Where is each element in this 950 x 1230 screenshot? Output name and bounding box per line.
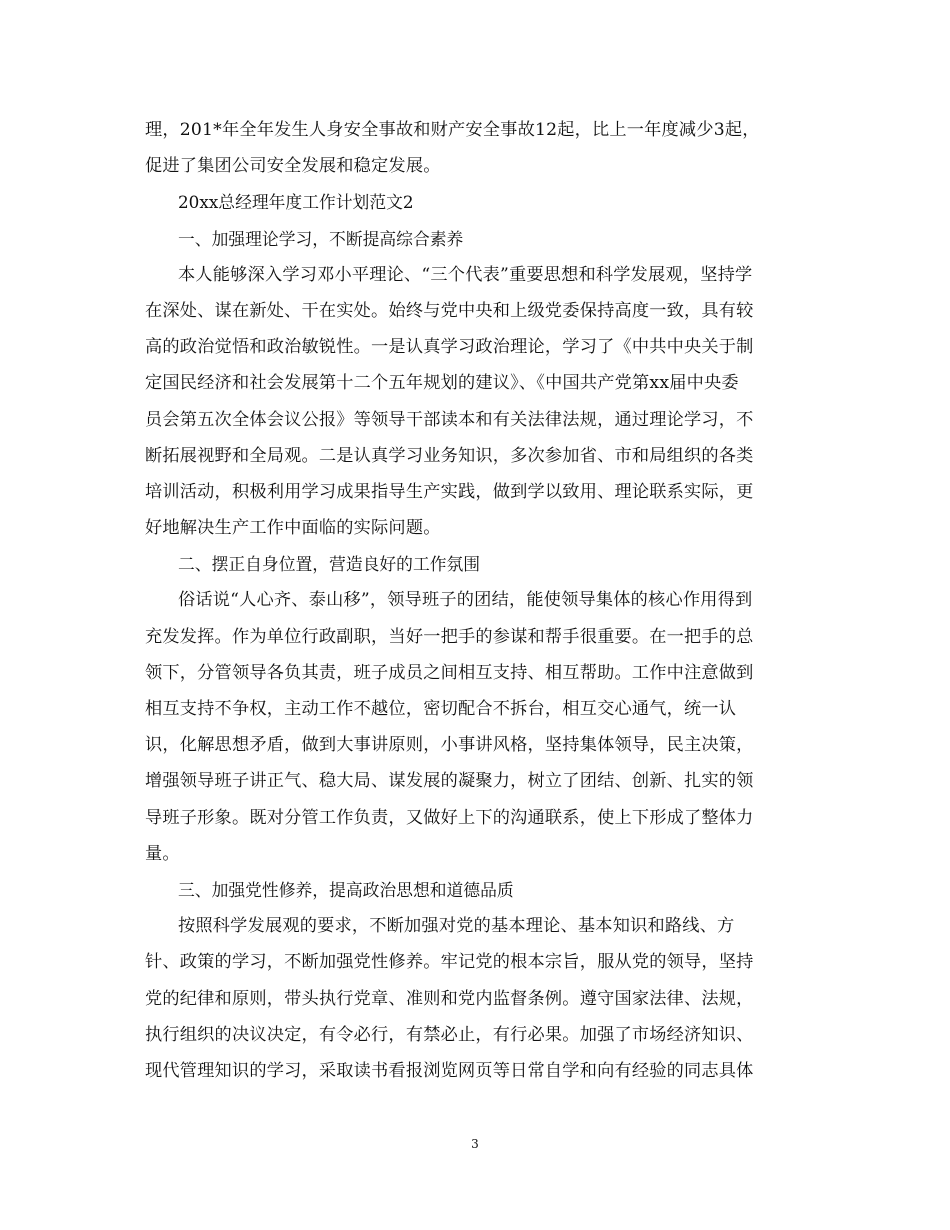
- paragraph-line: 好地解决生产工作中面临的实际问题。: [145, 518, 441, 539]
- paragraph-line: 相互支持不争权，主动工作不越位，密切配合不拆台，相互交心通气，统一认: [145, 699, 737, 719]
- document-body: [145, 112, 805, 1089]
- section-heading: 三、加强党性修养，提高政治思想和道德品质: [178, 879, 514, 900]
- paragraph-line: 高的政治觉悟和政治敏锐性。一是认真学习政治理论，学习了《中共中央关于制: [145, 337, 754, 358]
- paragraph-line: 量。: [145, 843, 180, 864]
- paragraph-line: 培训活动，积极利用学习成果指导生产实践，做到学以致用、理论联系实际，更: [145, 481, 754, 502]
- section-heading: 一、加强理论学习，不断提高综合素养: [178, 228, 464, 249]
- section-heading: 二、摆正自身位置，营造良好的工作氛围: [178, 554, 481, 575]
- paragraph-line: 党的纪律和原则，带头执行党章、准则和党内监督条例。遵守国家法律、法规，: [145, 988, 754, 1009]
- paragraph-line: 领下，分管领导各负其责，班子成员之间相互支持、相互帮助。工作中注意做到: [145, 662, 754, 683]
- document-title: 20xx总经理年度工作计划范文2: [178, 192, 414, 213]
- intro-line: 促进了集团公司安全发展和稳定发展。: [145, 156, 441, 177]
- paragraph-line: 本人能够深入学习邓小平理论、“三个代表”重要思想和科学发展观，坚持学: [178, 264, 753, 285]
- paragraph-line: 识，化解思想矛盾，做到大事讲原则，小事讲风格，坚持集体领导，民主决策，: [145, 735, 754, 756]
- paragraph-line: 按照科学发展观的要求，不断加强对党的基本理论、基本知识和路线、方: [178, 916, 735, 937]
- paragraph-line: 导班子形象。既对分管工作负责，又做好上下的沟通联系，使上下形成了整体力: [145, 807, 754, 828]
- paragraph-line: 在深处、谋在新处、干在实处。始终与党中央和上级党委保持高度一致，具有较: [145, 300, 754, 321]
- paragraph-line: 现代管理知识的学习，采取读书看报浏览网页等日常自学和向有经验的同志具体: [145, 1060, 754, 1081]
- page-number: 3: [471, 1137, 479, 1151]
- paragraph-line: 针、政策的学习，不断加强党性修养。牢记党的根本宗旨，服从党的领导，坚持: [145, 952, 754, 973]
- intro-line: 理，201*年全年发生人身安全事故和财产安全事故12起，比上一年度减少3起，: [145, 120, 760, 140]
- paragraph-line: 增强领导班子讲正气、稳大局、谋发展的凝聚力，树立了团结、创新、扎实的领: [145, 771, 754, 792]
- paragraph-line: 员会第五次全体会议公报》等领导干部读本和有关法律法规，通过理论学习，不: [145, 409, 754, 430]
- paragraph-line: 执行组织的决议决定，有令必行，有禁必止，有行必果。加强了市场经济知识、: [145, 1024, 754, 1045]
- paragraph-line: 俗话说“人心齐、泰山移”，领导班子的团结，能使领导集体的核心作用得到: [178, 590, 753, 611]
- paragraph-line: 断拓展视野和全局观。二是认真学习业务知识，多次参加省、市和局组织的各类: [145, 445, 754, 466]
- paragraph-line: 定国民经济和社会发展第十二个五年规划的建议》、《中国共产党第xx届中央委: [145, 373, 739, 394]
- paragraph-line: 充发发挥。作为单位行政副职，当好一把手的参谋和帮手很重要。在一把手的总: [145, 626, 754, 647]
